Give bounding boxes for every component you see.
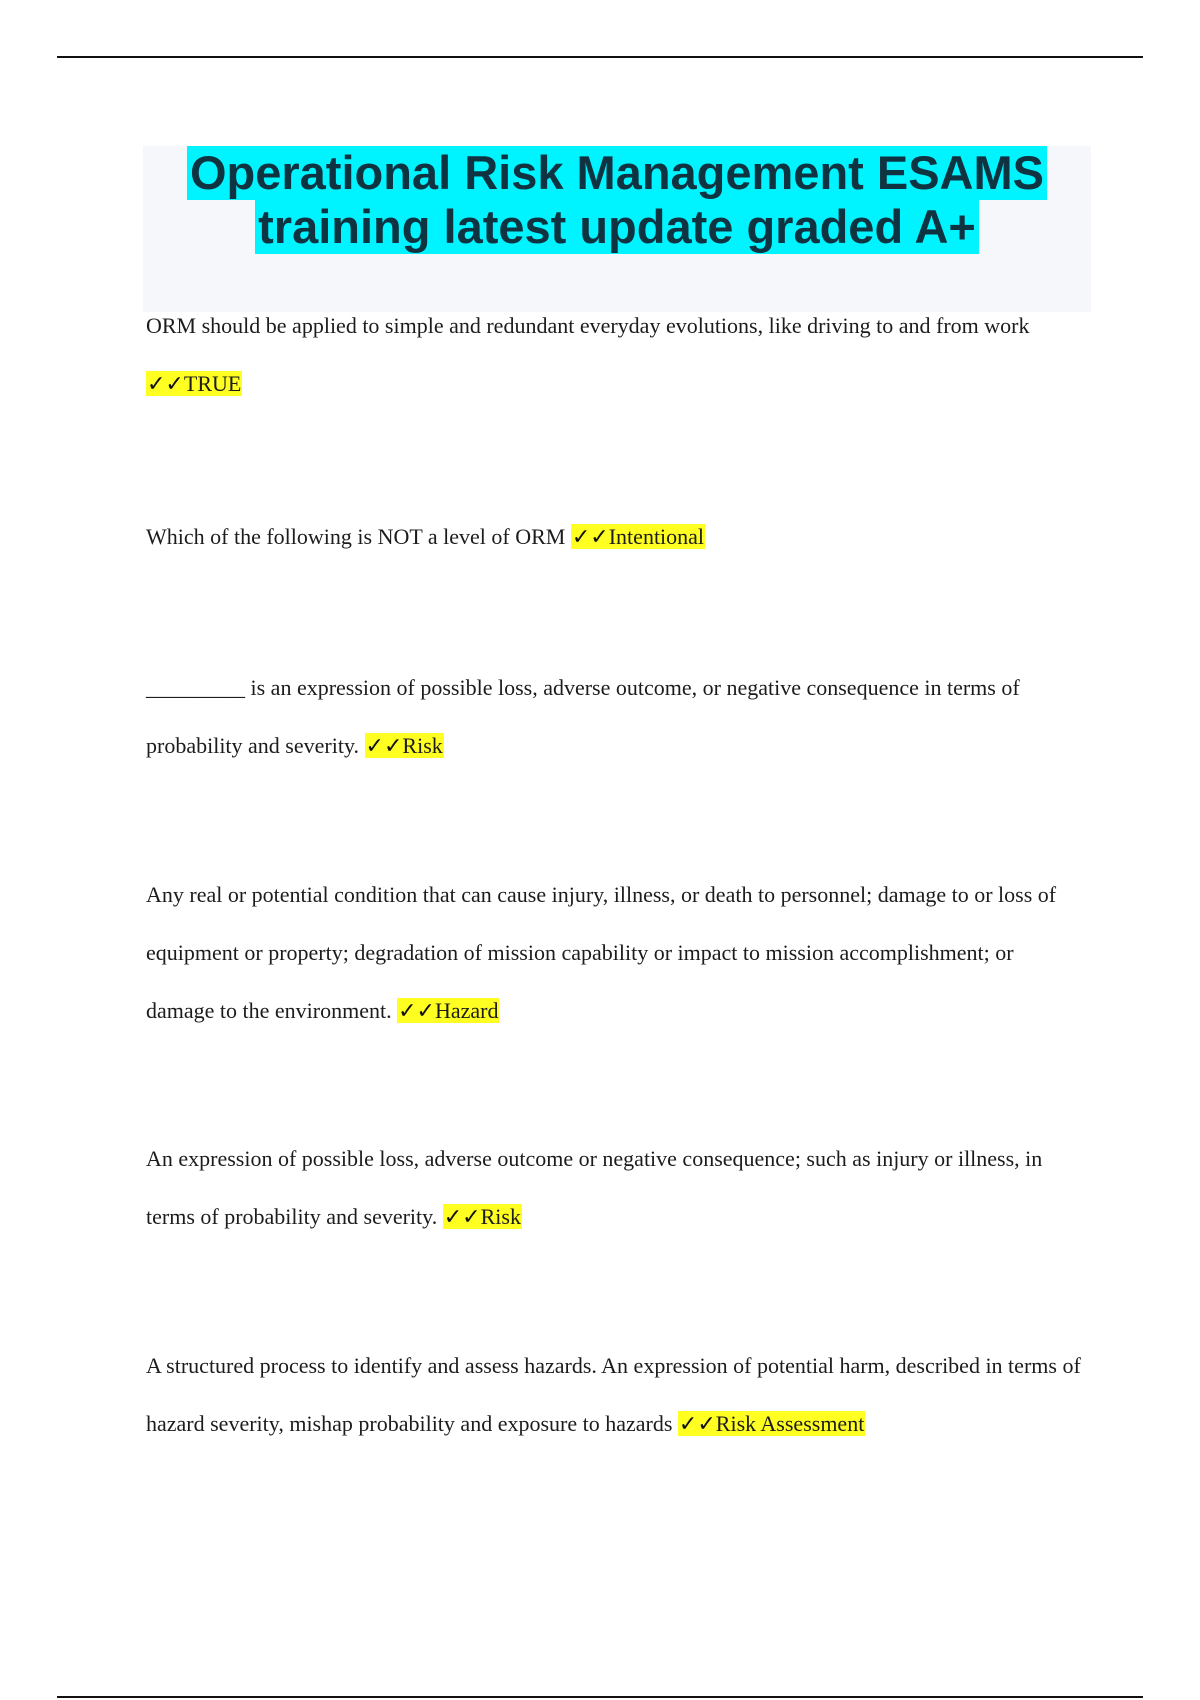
qa-item-3 [146, 659, 1086, 776]
answer-text: Risk [480, 1204, 521, 1229]
answer-text: Risk [402, 733, 443, 758]
answer-text: TRUE [183, 371, 242, 396]
title-line-1: Operational Risk Management ESAMS [187, 146, 1047, 200]
answer-highlight [365, 733, 444, 758]
question-text: Any real or potential condition that can cause injury, illness, or death to personnel; damage to or loss of equipment or property; degradation of mission capability or impact to mission accomplishment; or damage to the environment. [146, 882, 1057, 1023]
qa-item-5 [146, 1130, 1086, 1247]
bottom-rule [57, 1696, 1143, 1698]
top-rule [57, 56, 1143, 58]
answer-highlight [443, 1204, 522, 1229]
question-text: ORM should be applied to simple and redundant everyday evolutions, like driving to and from work [146, 313, 1030, 338]
double-check-icon: ✓✓ [571, 525, 609, 550]
document-title [143, 146, 1091, 254]
question-text: An expression of possible loss, adverse outcome or negative consequence; such as injury or illness, in terms of probability and severity. [146, 1146, 1043, 1229]
answer-text: Risk Assessment [715, 1411, 865, 1436]
qa-item-6 [146, 1337, 1086, 1454]
title-line-2: training latest update graded A+ [255, 200, 979, 254]
double-check-icon: ✓✓ [678, 1412, 716, 1437]
double-check-icon: ✓✓ [147, 372, 184, 397]
qa-item-2 [146, 508, 1086, 567]
question-text: A structured process to identify and assess hazards. An expression of potential harm, described in terms of hazard severity, mishap probability and exposure to hazards [146, 1353, 1081, 1436]
answer-text: Hazard [434, 998, 499, 1023]
double-check-icon: ✓✓ [365, 734, 403, 759]
double-check-icon: ✓✓ [443, 1205, 481, 1230]
question-text: Which of the following is NOT a level of ORM [146, 524, 566, 549]
qa-item-4 [146, 866, 1086, 1041]
answer-highlight [146, 371, 242, 396]
answer-highlight [571, 524, 705, 549]
qa-item-1 [146, 297, 1086, 414]
title-block [143, 146, 1091, 312]
answer-highlight [397, 998, 499, 1023]
question-text: _________ is an expression of possible loss, adverse outcome, or negative consequence in terms of probability and severity. [146, 675, 1020, 758]
answer-text: Intentional [608, 524, 705, 549]
double-check-icon: ✓✓ [398, 999, 435, 1024]
answer-highlight [678, 1411, 865, 1436]
